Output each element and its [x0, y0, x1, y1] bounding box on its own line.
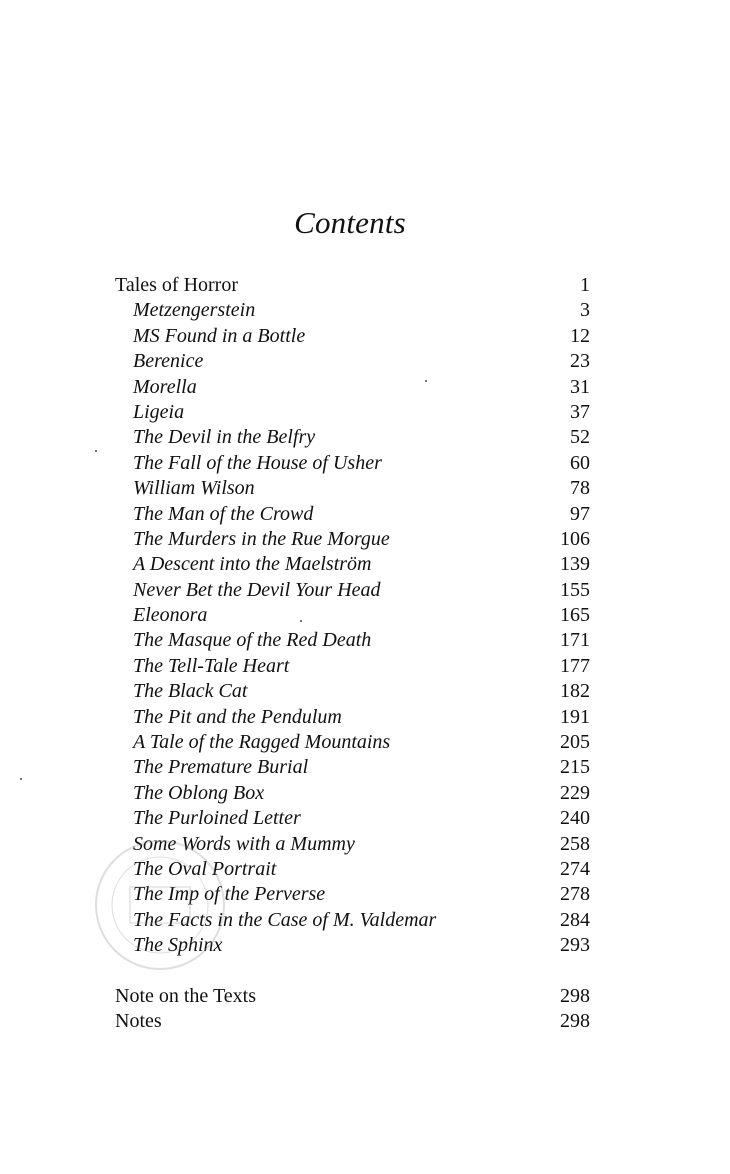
toc-entry — [115, 654, 590, 679]
toc-entry — [115, 527, 590, 552]
toc-entry-page-number: 177 — [560, 654, 590, 677]
toc-entry-page-number: 274 — [560, 857, 590, 880]
toc-entry — [115, 451, 590, 476]
toc-entry-title: The Man of the Crowd — [133, 502, 314, 525]
toc-entry-page-number: 171 — [560, 629, 590, 652]
print-speck — [95, 450, 97, 452]
toc-section — [115, 273, 590, 298]
toc-entry-page-number: 278 — [560, 883, 590, 906]
toc-entry — [115, 628, 590, 653]
toc-entry-page-number: 12 — [570, 324, 590, 347]
toc-entry — [115, 781, 590, 806]
toc-entry-page-number: 139 — [560, 553, 590, 576]
toc-entry — [115, 755, 590, 780]
toc-entry — [115, 679, 590, 704]
toc-entry-page-number: 23 — [570, 350, 590, 373]
toc-entry-title: A Tale of the Ragged Mountains — [133, 731, 391, 754]
toc-entry-title: The Tell-Tale Heart — [133, 654, 290, 677]
toc-back-matter-page-number: 298 — [560, 1009, 590, 1032]
toc-entry-page-number: 78 — [570, 477, 590, 500]
toc-entry-page-number: 155 — [560, 578, 590, 601]
toc-entry — [115, 324, 590, 349]
toc-section-page-number: 1 — [580, 274, 590, 296]
toc-entry — [115, 298, 590, 323]
toc-entry-title: The Imp of the Perverse — [133, 883, 326, 906]
print-speck — [300, 620, 302, 622]
toc-entry-page-number: 3 — [580, 299, 590, 322]
toc-entry-page-number: 52 — [570, 426, 590, 449]
toc-entry-title: The Sphinx — [133, 934, 223, 957]
toc-entry-title: Some Words with a Mummy — [133, 832, 355, 855]
page-title: Contents — [294, 205, 406, 240]
print-speck — [425, 380, 427, 382]
toc-entry-page-number: 60 — [570, 451, 590, 474]
toc-entry-title: The Devil in the Belfry — [133, 426, 316, 449]
toc-entry-title: A Descent into the Maelström — [133, 553, 372, 576]
toc-entry — [115, 578, 590, 603]
toc-entry-page-number: 31 — [570, 375, 590, 398]
toc-entry-title: The Oval Portrait — [133, 857, 277, 880]
toc-entry-page-number: 97 — [570, 502, 590, 525]
toc-entry-title: Eleonora — [133, 604, 208, 627]
toc-entry-title: MS Found in a Bottle — [133, 324, 306, 347]
toc-entry-page-number: 215 — [560, 756, 590, 779]
toc-entry — [115, 349, 590, 374]
toc-entry — [115, 552, 590, 577]
toc-entry-title: The Oblong Box — [133, 781, 265, 804]
toc-entry — [115, 476, 590, 501]
import-stamp-watermark — [90, 835, 230, 975]
toc-entry-title: The Purloined Letter — [133, 807, 301, 830]
toc-entry-page-number: 182 — [560, 680, 590, 703]
toc-back-matter-page-number: 298 — [560, 984, 590, 1007]
toc-entry-title: Ligeia — [133, 400, 185, 423]
toc-entry — [115, 806, 590, 831]
toc-entry-title: Metzengerstein — [133, 299, 256, 322]
toc-entry-page-number: 229 — [560, 781, 590, 804]
toc-entry-page-number: 205 — [560, 731, 590, 754]
toc-back-matter — [115, 1009, 590, 1034]
toc-entry — [115, 603, 590, 628]
toc-entry-page-number: 106 — [560, 527, 590, 550]
toc-entry — [115, 705, 590, 730]
toc-entry-title: Morella — [133, 375, 197, 398]
toc-entry-title: The Pit and the Pendulum — [133, 705, 342, 728]
toc-entry-page-number: 240 — [560, 807, 590, 830]
toc-entry-title: The Masque of the Red Death — [133, 629, 372, 652]
toc-entry-page-number: 191 — [560, 705, 590, 728]
print-speck — [20, 778, 22, 780]
toc-entry — [115, 400, 590, 425]
toc-entry-title: The Facts in the Case of M. Valdemar — [133, 908, 437, 931]
toc-entry-title: The Murders in the Rue Morgue — [133, 527, 390, 550]
toc-entry-title: The Fall of the House of Usher — [133, 451, 382, 474]
toc-entry-page-number: 165 — [560, 604, 590, 627]
toc-back-matter — [115, 984, 590, 1009]
toc-entry-title: The Premature Burial — [133, 756, 309, 779]
toc-entry-page-number: 258 — [560, 832, 590, 855]
toc-entry-title: William Wilson — [133, 477, 255, 500]
toc-section-title: Tales of Horror — [115, 274, 238, 296]
toc-entry-page-number: 293 — [560, 934, 590, 957]
toc-entry-page-number: 284 — [560, 908, 590, 931]
toc-entry — [115, 730, 590, 755]
toc-entry-title: The Black Cat — [133, 680, 248, 703]
toc-entry-page-number: 37 — [570, 400, 590, 423]
toc-entry-title: Berenice — [133, 350, 204, 373]
toc-entry-title: Never Bet the Devil Your Head — [133, 578, 381, 601]
toc-entry — [115, 502, 590, 527]
toc-entry — [115, 425, 590, 450]
toc-back-matter-title: Notes — [115, 1009, 162, 1032]
toc-back-matter-title: Note on the Texts — [115, 984, 256, 1007]
toc-entry — [115, 375, 590, 400]
